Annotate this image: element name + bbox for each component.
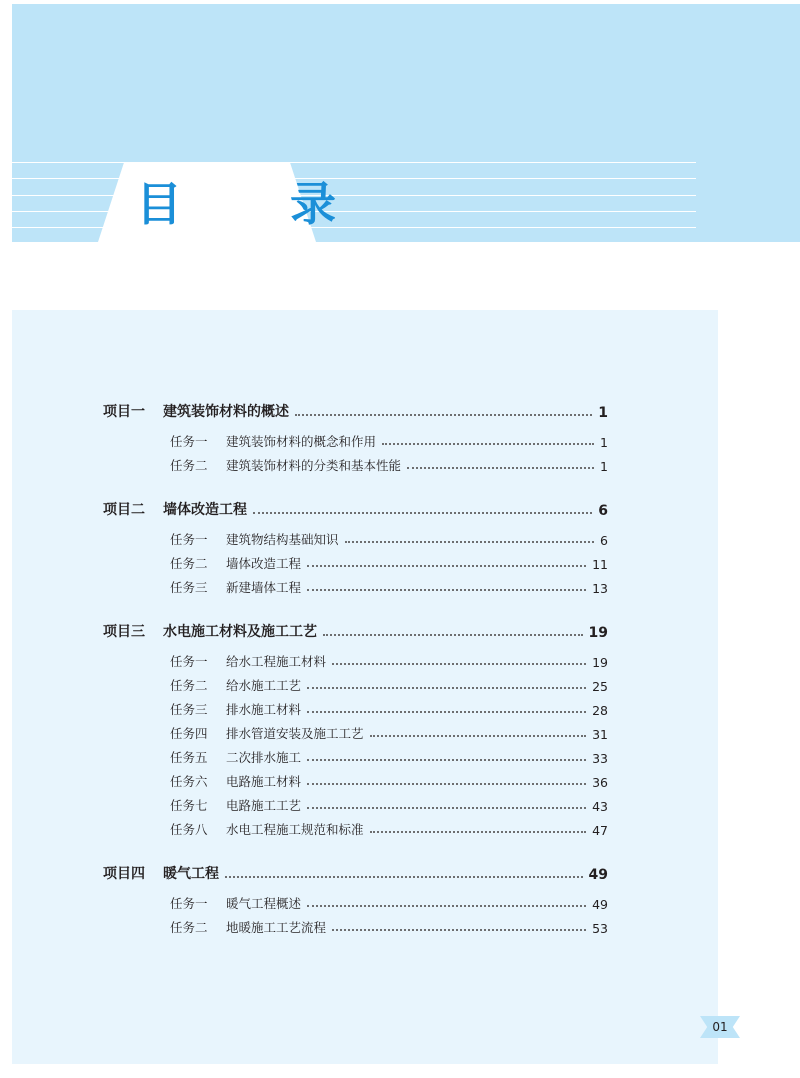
toc-project-2[interactable] bbox=[103, 495, 608, 519]
toc-task[interactable] bbox=[103, 912, 608, 936]
page-ref: 1 bbox=[598, 405, 608, 421]
page-ref: 49 bbox=[588, 867, 608, 883]
task-number: 任务一 bbox=[170, 434, 208, 449]
toc-task[interactable] bbox=[103, 426, 608, 450]
task-number: 任务七 bbox=[170, 798, 208, 813]
page-ref: 6 bbox=[600, 533, 608, 548]
task-title: 暖气工程概述 bbox=[226, 896, 302, 911]
page-ref: 1 bbox=[600, 435, 608, 450]
project-title: 建筑装饰材料的概述 bbox=[163, 404, 289, 420]
toc-project-3[interactable] bbox=[103, 617, 608, 641]
task-title: 排水施工材料 bbox=[226, 702, 302, 717]
leader-dots bbox=[307, 904, 586, 907]
toc-task[interactable] bbox=[103, 670, 608, 694]
toc-task[interactable] bbox=[103, 790, 608, 814]
project-number: 项目三 bbox=[103, 624, 145, 640]
page-ref: 11 bbox=[592, 557, 608, 572]
toc-task[interactable] bbox=[103, 548, 608, 572]
leader-dots bbox=[307, 806, 586, 809]
toc-task[interactable] bbox=[103, 814, 608, 838]
leader-dots bbox=[370, 734, 587, 737]
page-number: 01 bbox=[712, 1020, 728, 1034]
task-title: 新建墙体工程 bbox=[226, 580, 302, 595]
task-title: 给水施工工艺 bbox=[226, 678, 302, 693]
page-ref: 49 bbox=[592, 897, 608, 912]
task-number: 任务八 bbox=[170, 822, 208, 837]
task-title: 二次排水施工 bbox=[226, 750, 302, 765]
task-number: 任务三 bbox=[170, 580, 208, 595]
task-number: 任务三 bbox=[170, 702, 208, 717]
toc-task[interactable] bbox=[103, 646, 608, 670]
task-title: 地暖施工工艺流程 bbox=[226, 920, 327, 935]
toc-task[interactable] bbox=[103, 694, 608, 718]
leader-dots bbox=[407, 466, 594, 469]
page-ref: 19 bbox=[588, 625, 608, 641]
page-ref: 19 bbox=[592, 655, 608, 670]
project-number: 项目二 bbox=[103, 502, 145, 518]
task-title: 建筑物结构基础知识 bbox=[226, 532, 339, 547]
project-title: 水电施工材料及施工工艺 bbox=[163, 624, 317, 640]
page-ref: 13 bbox=[592, 581, 608, 596]
toc-task[interactable] bbox=[103, 888, 608, 912]
page-ref: 28 bbox=[592, 703, 608, 718]
leader-dots bbox=[307, 686, 586, 689]
task-title: 建筑装饰材料的概念和作用 bbox=[226, 434, 377, 449]
leader-dots bbox=[323, 633, 583, 636]
leader-dots bbox=[253, 511, 592, 514]
leader-dots bbox=[307, 710, 586, 713]
task-number: 任务一 bbox=[170, 654, 208, 669]
task-number: 任务六 bbox=[170, 774, 208, 789]
task-title: 电路施工工艺 bbox=[226, 798, 302, 813]
task-number: 任务二 bbox=[170, 920, 208, 935]
page-ref: 6 bbox=[598, 503, 608, 519]
toc-task[interactable] bbox=[103, 572, 608, 596]
leader-dots bbox=[307, 588, 586, 591]
task-number: 任务二 bbox=[170, 458, 208, 473]
leader-dots bbox=[225, 875, 583, 878]
page-ref: 33 bbox=[592, 751, 608, 766]
toc-task[interactable] bbox=[103, 718, 608, 742]
leader-dots bbox=[307, 758, 586, 761]
page-ref: 43 bbox=[592, 799, 608, 814]
task-title: 水电工程施工规范和标准 bbox=[226, 822, 364, 837]
leader-dots bbox=[307, 564, 586, 567]
toc-project-1[interactable] bbox=[103, 397, 608, 421]
page-ref: 53 bbox=[592, 921, 608, 936]
task-number: 任务一 bbox=[170, 532, 208, 547]
leader-dots bbox=[370, 830, 587, 833]
toc-task[interactable] bbox=[103, 450, 608, 474]
leader-dots bbox=[332, 928, 586, 931]
task-number: 任务五 bbox=[170, 750, 208, 765]
toc-task[interactable] bbox=[103, 524, 608, 548]
table-of-contents bbox=[103, 397, 608, 936]
page-ref: 25 bbox=[592, 679, 608, 694]
task-number: 任务二 bbox=[170, 678, 208, 693]
page-ref: 31 bbox=[592, 727, 608, 742]
task-number: 任务四 bbox=[170, 726, 208, 741]
page-ref: 36 bbox=[592, 775, 608, 790]
task-title: 墙体改造工程 bbox=[226, 556, 302, 571]
toc-task[interactable] bbox=[103, 742, 608, 766]
task-title: 电路施工材料 bbox=[226, 774, 302, 789]
leader-dots bbox=[345, 540, 595, 543]
page-ref: 47 bbox=[592, 823, 608, 838]
page-ref: 1 bbox=[600, 459, 608, 474]
leader-dots bbox=[295, 413, 592, 416]
project-number: 项目四 bbox=[103, 866, 145, 882]
toc-task[interactable] bbox=[103, 766, 608, 790]
task-number: 任务二 bbox=[170, 556, 208, 571]
task-title: 给水工程施工材料 bbox=[226, 654, 327, 669]
task-title: 排水管道安装及施工工艺 bbox=[226, 726, 364, 741]
leader-dots bbox=[332, 662, 586, 665]
task-number: 任务一 bbox=[170, 896, 208, 911]
project-title: 暖气工程 bbox=[163, 866, 219, 882]
project-number: 项目一 bbox=[103, 404, 145, 420]
leader-dots bbox=[307, 782, 586, 785]
project-title: 墙体改造工程 bbox=[163, 502, 247, 518]
task-title: 建筑装饰材料的分类和基本性能 bbox=[226, 458, 402, 473]
page-title: 目 录 bbox=[136, 177, 383, 231]
toc-project-4[interactable] bbox=[103, 859, 608, 883]
leader-dots bbox=[382, 442, 594, 445]
